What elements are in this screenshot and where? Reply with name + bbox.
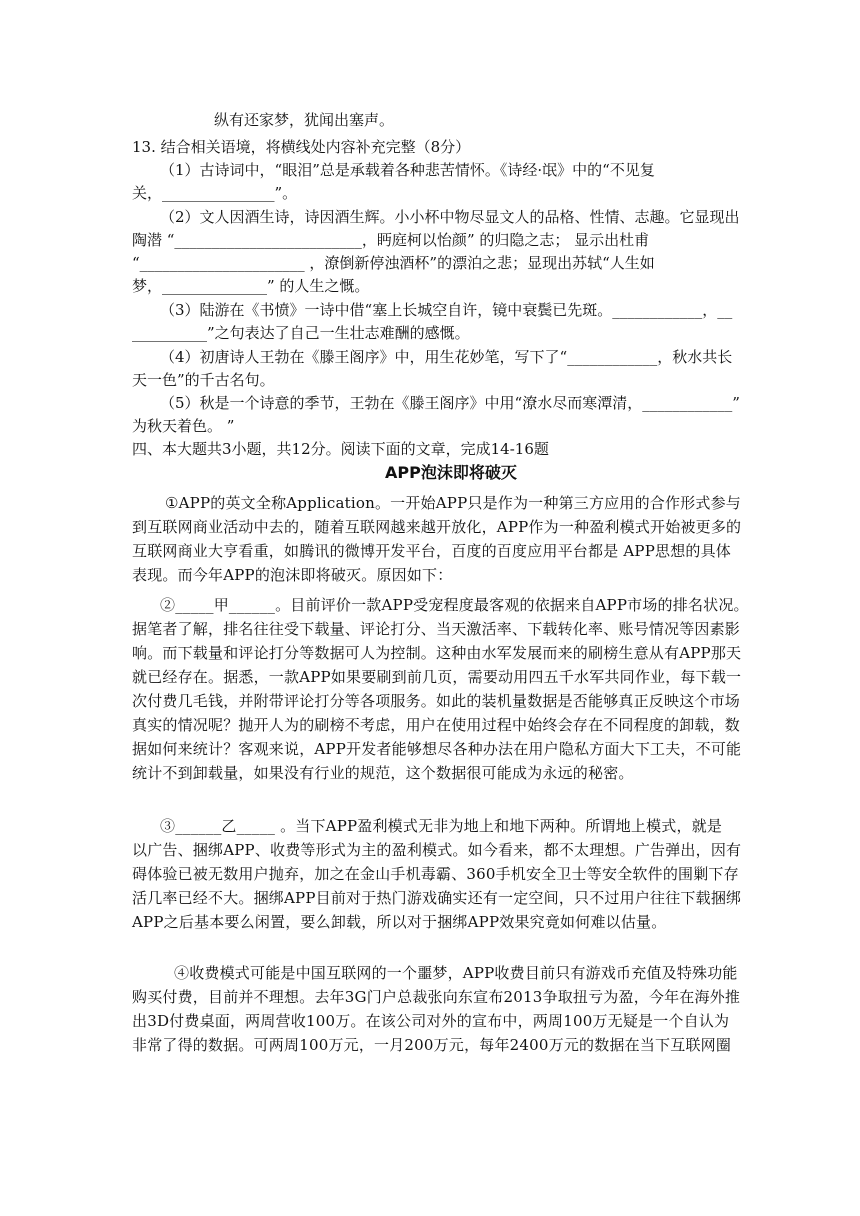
paragraph-4-line-4: 非常了得的数据。可两周100万元，一月200万元，每年2400万元的数据在当下互联网圈 <box>132 1036 732 1054</box>
paragraph-2-line-5: 次付费几毛钱，并附带评论打分等各项服务。如此的装机量数据是否能够真正反映这个市场 <box>132 692 741 710</box>
question-13-4-line-1: （4）初唐诗人王勃在《滕王阁序》中，用生花妙笔，写下了“____________，秋水共长 <box>160 348 733 366</box>
question-13-1-line-2: 关，_______________”。 <box>132 184 298 202</box>
question-13-5-line-2: 为秋天着色。 ” <box>132 417 235 435</box>
paragraph-2-line-3: 响。而下载量和评论打分等数据可人为控制。这种由水军发展而来的刷榜生意从有APP那天 <box>132 644 742 662</box>
paragraph-1-line-3: 互联网商业大亨看重，如腾讯的微博开发平台，百度的百度应用平台都是 APP思想的具体 <box>132 542 731 560</box>
question-13-1-line-1: （1）古诗词中，“眼泪”总是承载着各种悲苦情怀。《诗经·氓》中的“不见复 <box>160 161 655 179</box>
paragraph-3-line-2: 以广告、捆绑APP、收费等形式为主的盈利模式。如今看来，都不太理想。广告弹出，因有 <box>132 841 742 859</box>
question-13-2-line-4: 梦，______________” 的人生之慨。 <box>132 277 370 295</box>
question-13-3-line-2: __________”之句表达了自己一生壮志难酬的感慨。 <box>132 324 470 342</box>
paragraph-3-line-5: APP之后基本要么闲置，要么卸载，所以对于捆绑APP效果究竟如何难以估量。 <box>132 913 667 931</box>
question-13-2-line-1: （2）文人因酒生诗，诗因酒生辉。小小杯中物尽显文人的品格、性情、志趣。它显现出 <box>160 208 740 226</box>
question-13-2-line-3: “______________________ ，潦倒新停浊酒杯”的漂泊之悲；显现出苏轼“人生如 <box>132 254 655 272</box>
question-13-heading: 13. 结合相关语境，将横线处内容补充完整（8分） <box>132 138 471 156</box>
question-13-4-line-2: 天一色”的千古名句。 <box>132 371 275 389</box>
paragraph-2-line-1: ②_____甲______。目前评价一款APP受宠程度最客观的依据来自APP市场的排名状况。 <box>160 596 749 614</box>
poem-line: 纵有还家梦，犹闻出塞声。 <box>214 111 395 129</box>
paragraph-4-line-1: ④收费模式可能是中国互联网的一个噩梦，APP收费目前只有游戏币充值及特殊功能 <box>174 964 738 982</box>
paragraph-2-line-7: 据如何来统计？客观来说，APP开发者能够想尽各种办法在用户隐私方面大下工夫，不可能 <box>132 740 742 758</box>
paragraph-3-line-4: 活几率已经不大。捆绑APP目前对于热门游戏确实还有一定空间，只不过用户往往下载捆绑 <box>132 889 742 907</box>
paragraph-4-line-2: 购买付费，目前并不理想。去年3G门户总裁张向东宣布2013争取扭亏为盈，今年在海外推 <box>132 988 741 1006</box>
paragraph-2-line-4: 就已经存在。据悉，一款APP如果要刷到前几页，需要动用四五千水军共同作业，每下载一 <box>132 668 742 686</box>
paragraph-4-line-3: 出3D付费桌面，两周营收100万。在该公司对外的宣布中，两周100万无疑是一个自认为 <box>132 1012 730 1030</box>
paragraph-3-line-1: ③______乙_____ 。当下APP盈利模式无非为地上和地下两种。所谓地上模式，就是 <box>160 817 723 835</box>
article-title: APP泡沫即将破灭 <box>385 463 517 482</box>
paragraph-1-line-2: 到互联网商业活动中去的，随着互联网越来越开放化，APP作为一种盈利模式开始被更多的 <box>132 518 742 536</box>
paragraph-3-line-3: 碍体验已被无数用户抛弃，加之在金山手机毒霸、360手机安全卫士等安全软件的围剿下存 <box>132 865 739 883</box>
section-four-heading: 四、本大题共3小题，共12分。阅读下面的文章，完成14-16题 <box>132 440 549 458</box>
paragraph-1-line-4: 表现。而今年APP的泡沫即将破灭。原因如下： <box>132 566 453 584</box>
question-13-2-line-2: 陶潜 “_________________________，眄庭柯以怡颜” 的归隐之志； 显示出杜甫 <box>132 231 650 249</box>
question-13-3-line-1: （3）陆游在《书愤》一诗中借“塞上长城空自许，镜中衰鬓已先斑。____________，__ <box>160 301 733 319</box>
paragraph-2-line-6: 真实的情况呢？抛开人为的刷榜不考虑，用户在使用过程中始终会存在不同程度的卸载，数 <box>132 716 741 734</box>
paragraph-2-line-8: 统计不到卸载量，如果没有行业的规范，这个数据很可能成为永远的秘密。 <box>132 764 634 782</box>
paragraph-1-line-1: ①APP的英文全称Application。一开始APP只是作为一种第三方应用的合作形式参与 <box>165 494 741 512</box>
question-13-5-line-1: （5）秋是一个诗意的季节，王勃在《滕王阁序》中用“潦水尽而寒潭清，____________” <box>160 394 740 412</box>
paragraph-2-line-2: 据笔者了解，排名往往受下载量、评论打分、当天激活率、下载转化率、账号情况等因素影 <box>132 620 741 638</box>
